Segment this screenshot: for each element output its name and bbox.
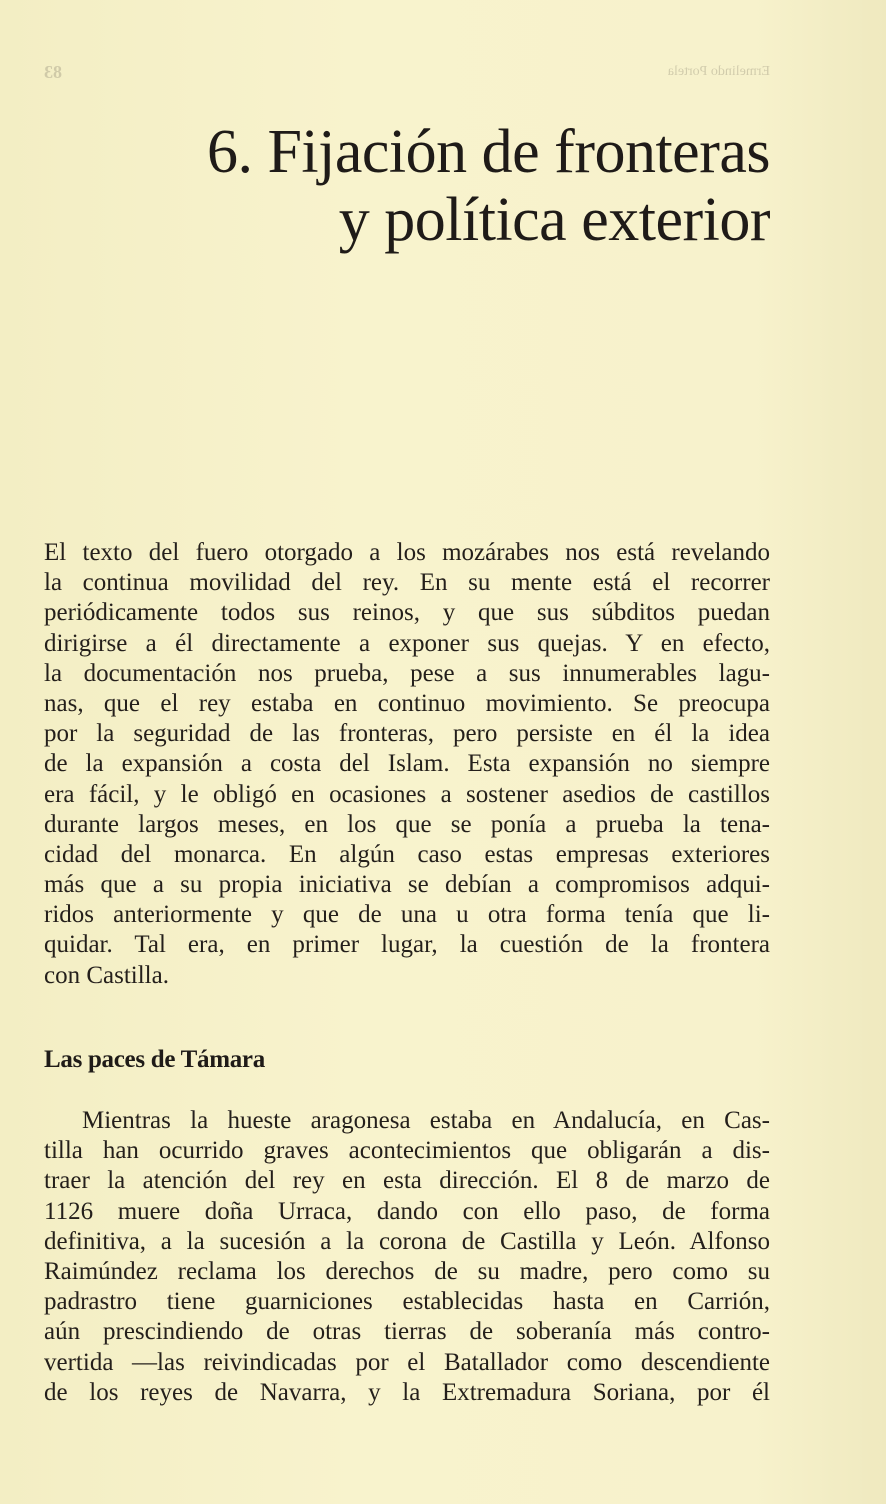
- text-line: traer la atención del rey en esta dirección. El 8 de marzo de: [44, 1167, 770, 1195]
- text-line: Mientras la hueste aragonesa estaba en Andalucía, en Cas-: [82, 1107, 770, 1134]
- text-line: dirigirse a él directamente a exponer sus quejas. Y en efecto,: [44, 629, 770, 657]
- text-line: de los reyes de Navarra, y la Extremadura Soriana, por él: [44, 1378, 770, 1406]
- text-line: quidar. Tal era, en primer lugar, la cuestión de la frontera: [44, 931, 770, 959]
- text-line: 1126 muere doña Urraca, dando con ello paso, de forma: [44, 1197, 770, 1225]
- body-paragraph-2: [44, 1106, 770, 1408]
- text-line: periódicamente todos sus reinos, y que sus súbditos puedan: [44, 599, 770, 627]
- text-line: durante largos meses, en los que se ponía a prueba la tena-: [44, 810, 770, 838]
- running-header-author: Ermelindo Portela: [667, 64, 770, 79]
- running-header-page-number: 83: [44, 62, 62, 82]
- body-paragraph-1: [44, 538, 770, 991]
- bleed-through-running-header: [44, 62, 770, 86]
- text-line: con Castilla.: [44, 961, 169, 989]
- chapter-title-line-1: 6. Fijación de fronteras: [206, 118, 770, 186]
- text-line: ridos anteriormente y que de una u otra forma tenía que li-: [44, 901, 770, 929]
- section-heading: Las paces de Támara: [44, 1046, 265, 1073]
- text-line: de la expansión a costa del Islam. Esta expansión no siempre: [44, 750, 770, 778]
- text-line: la continua movilidad del rey. En su mente está el recorrer: [44, 569, 770, 597]
- text-line: Raimúndez reclama los derechos de su madre, pero como su: [44, 1257, 770, 1285]
- chapter-title: [207, 118, 770, 254]
- text-line: definitiva, a la sucesión a la corona de Castilla y León. Alfonso: [44, 1227, 770, 1255]
- text-line: cidad del monarca. En algún caso estas empresas exteriores: [44, 840, 770, 868]
- text-line: El texto del fuero otorgado a los mozárabes nos está revelando: [44, 539, 770, 566]
- text-line: la documentación nos prueba, pese a sus innumerables lagu-: [44, 659, 770, 687]
- text-line: era fácil, y le obligó en ocasiones a sostener asedios de castillos: [44, 780, 770, 808]
- text-line: nas, que el rey estaba en continuo movimiento. Se preocupa: [44, 689, 770, 717]
- text-line: más que a su propia iniciativa se debían a compromisos adqui-: [44, 871, 770, 899]
- text-line: aún prescindiendo de otras tierras de soberanía más contro-: [44, 1318, 770, 1346]
- text-line: por la seguridad de las fronteras, pero persiste en él la idea: [44, 720, 770, 748]
- text-line: tilla han ocurrido graves acontecimientos que obligarán a dis-: [44, 1137, 770, 1165]
- chapter-title-line-2: y política exterior: [338, 186, 770, 254]
- text-line: vertida —las reivindicadas por el Batallador como descendiente: [44, 1348, 770, 1376]
- text-line: padrastro tiene guarniciones establecidas hasta en Carrión,: [44, 1288, 770, 1316]
